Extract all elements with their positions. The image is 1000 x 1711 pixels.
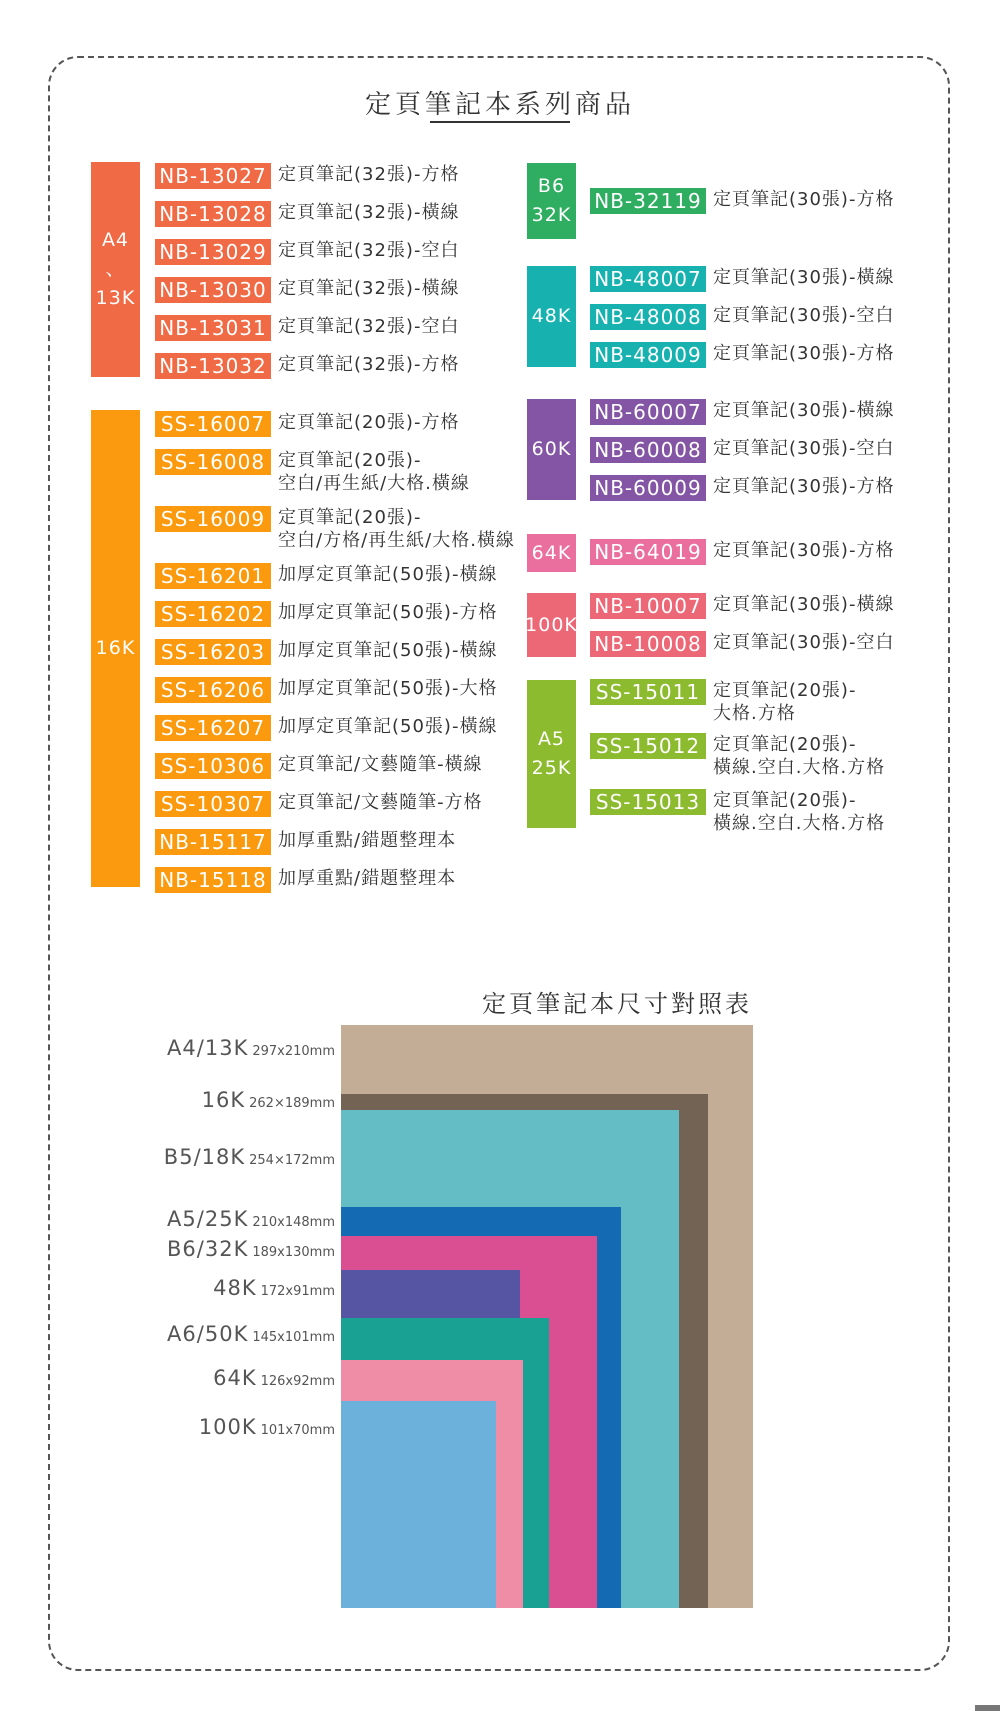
size-name: B5/18K [163,1145,246,1169]
right-size-group [527,399,576,500]
product-code: NB-13029 [155,239,271,265]
product-code: NB-64019 [590,539,706,565]
product-description: 定頁筆記(32張)-方格 [278,354,460,375]
product-row [155,753,483,779]
size-label [199,1415,335,1439]
product-description: 加厚重點/錯題整理本 [278,868,457,889]
size-label [202,1088,335,1112]
product-code: NB-13028 [155,201,271,227]
product-row [155,506,515,552]
product-description: 加厚定頁筆記(50張)-大格 [278,678,498,699]
product-code: SS-15013 [590,789,706,815]
product-row [590,342,894,368]
product-row [155,315,459,341]
product-row [155,639,497,665]
size-group-label: 16K [95,637,136,659]
size-name: 16K [201,1088,246,1112]
size-group-label: 64K [531,541,572,564]
size-dimensions: 145x101mm [252,1330,335,1345]
right-size-group [527,680,576,828]
size-name: 48K [213,1276,257,1300]
product-code: NB-48009 [590,342,706,368]
product-code: SS-16007 [155,411,271,437]
size-name: 100K [198,1415,257,1439]
size-name: A5/25K [167,1207,249,1231]
product-description: 定頁筆記(30張)-方格 [713,189,895,210]
product-description: 定頁筆記(32張)-方格 [278,164,460,185]
product-description: 定頁筆記(30張)-空白 [713,632,895,653]
size-label [164,1145,335,1169]
product-row [155,829,456,855]
product-code: NB-13032 [155,353,271,379]
product-description: 定頁筆記(32張)-空白 [278,240,460,261]
product-code: SS-15012 [590,733,706,759]
product-row [155,201,459,227]
size-name: B6/32K [167,1237,249,1261]
product-code: SS-16201 [155,563,271,589]
product-code: NB-10007 [590,593,706,619]
title-underline [430,121,570,123]
product-row [590,304,894,330]
size-dimensions: 189x130mm [252,1245,335,1260]
product-code: SS-16009 [155,506,271,532]
size-dimensions: 210x148mm [252,1215,335,1230]
product-code: NB-60007 [590,399,706,425]
product-description: 定頁筆記(30張)-方格 [713,476,895,497]
size-group-label: A4 、 13K [95,229,136,309]
product-row [155,867,456,893]
product-description: 定頁筆記(20張)- 橫線.空白.大格.方格 [713,790,886,834]
product-description: 定頁筆記(32張)-橫線 [278,278,460,299]
product-description: 定頁筆記(30張)-方格 [713,343,895,364]
product-description: 加厚定頁筆記(50張)-橫線 [278,640,498,661]
product-row [155,791,483,817]
product-row [155,277,459,303]
product-description: 定頁筆記(30張)-空白 [713,438,895,459]
product-code: NB-15117 [155,829,271,855]
product-code: SS-16207 [155,715,271,741]
size-label [213,1276,335,1300]
size-name: A4/13K [167,1036,249,1060]
size-group-label: B6 32K [531,175,572,226]
page-title: 定頁筆記本系列商品 [364,90,635,120]
product-description: 定頁筆記(20張)- 空白/再生紙/大格.橫線 [278,450,470,494]
product-code: SS-16202 [155,601,271,627]
product-code: NB-13027 [155,163,271,189]
product-row [155,677,497,703]
size-group-label: 48K [531,305,572,327]
product-row [155,715,497,741]
product-row [155,449,470,495]
product-row [590,399,894,425]
product-description: 定頁筆記(30張)-橫線 [713,594,895,615]
product-code: NB-13031 [155,315,271,341]
product-row [590,539,894,565]
size-chart-title: 定頁筆記本尺寸對照表 [482,990,752,1018]
product-row [155,411,459,437]
product-description: 定頁筆記(20張)- 大格.方格 [713,680,857,724]
product-code: NB-60008 [590,437,706,463]
size-dimensions: 126x92mm [260,1374,335,1389]
product-description: 加厚定頁筆記(50張)-橫線 [278,716,498,737]
product-row [590,631,894,657]
size-group-label: 100K [525,613,578,636]
size-dimensions: 172x91mm [260,1284,335,1299]
product-row [155,239,459,265]
right-size-group [527,163,576,239]
product-description: 定頁筆記(32張)-橫線 [278,202,460,223]
size-dimensions: 101x70mm [260,1423,335,1438]
product-description: 定頁筆記/文藝隨筆-橫線 [278,754,483,775]
scroll-indicator [975,1705,1000,1711]
product-code: NB-60009 [590,475,706,501]
product-description: 定頁筆記(20張)- 空白/方格/再生紙/大格.橫線 [278,507,515,551]
product-row [590,188,894,214]
size-group-label: A5 25K [531,728,572,779]
product-row [590,475,894,501]
left-size-group [91,410,140,887]
product-code: SS-10306 [155,753,271,779]
left-size-group [91,162,140,377]
product-code: NB-15118 [155,867,271,893]
product-description: 定頁筆記(20張)- 橫線.空白.大格.方格 [713,734,886,778]
product-row [590,593,894,619]
product-row [590,733,885,779]
product-row [590,789,885,835]
product-row [155,353,459,379]
size-label [167,1036,335,1060]
product-code: SS-16203 [155,639,271,665]
product-code: NB-48007 [590,266,706,292]
product-code: SS-16206 [155,677,271,703]
product-code: NB-13030 [155,277,271,303]
product-row [155,163,459,189]
product-description: 定頁筆記(30張)-空白 [713,305,895,326]
product-description: 定頁筆記/文藝隨筆-方格 [278,792,483,813]
product-code: SS-15011 [590,679,706,705]
product-description: 定頁筆記(30張)-橫線 [713,267,895,288]
product-row [590,266,894,292]
size-label [167,1237,335,1261]
size-dimensions: 297x210mm [252,1044,335,1059]
size-dimensions: 254×172mm [249,1153,335,1168]
product-code: SS-10307 [155,791,271,817]
product-row [155,601,497,627]
product-description: 加厚定頁筆記(50張)-橫線 [278,564,498,585]
product-description: 定頁筆記(32張)-空白 [278,316,460,337]
size-label [167,1322,335,1346]
product-code: SS-16008 [155,449,271,475]
product-code: NB-32119 [590,188,706,214]
right-size-group [527,593,576,657]
product-row [155,563,497,589]
product-description: 定頁筆記(20張)-方格 [278,412,460,433]
right-size-group [527,534,576,572]
product-description: 加厚定頁筆記(50張)-方格 [278,602,498,623]
size-name: 64K [213,1366,257,1390]
size-name: A6/50K [167,1322,249,1346]
product-code: NB-48008 [590,304,706,330]
size-rect [341,1401,496,1608]
size-dimensions: 262×189mm [249,1096,335,1111]
product-row [590,679,856,725]
right-size-group [527,266,576,367]
size-group-label: 60K [531,438,572,460]
product-code: NB-10008 [590,631,706,657]
product-description: 定頁筆記(30張)-方格 [713,540,895,561]
product-description: 定頁筆記(30張)-橫線 [713,400,895,421]
size-label [167,1207,335,1231]
product-row [590,437,894,463]
product-description: 加厚重點/錯題整理本 [278,830,457,851]
size-label [213,1366,335,1390]
